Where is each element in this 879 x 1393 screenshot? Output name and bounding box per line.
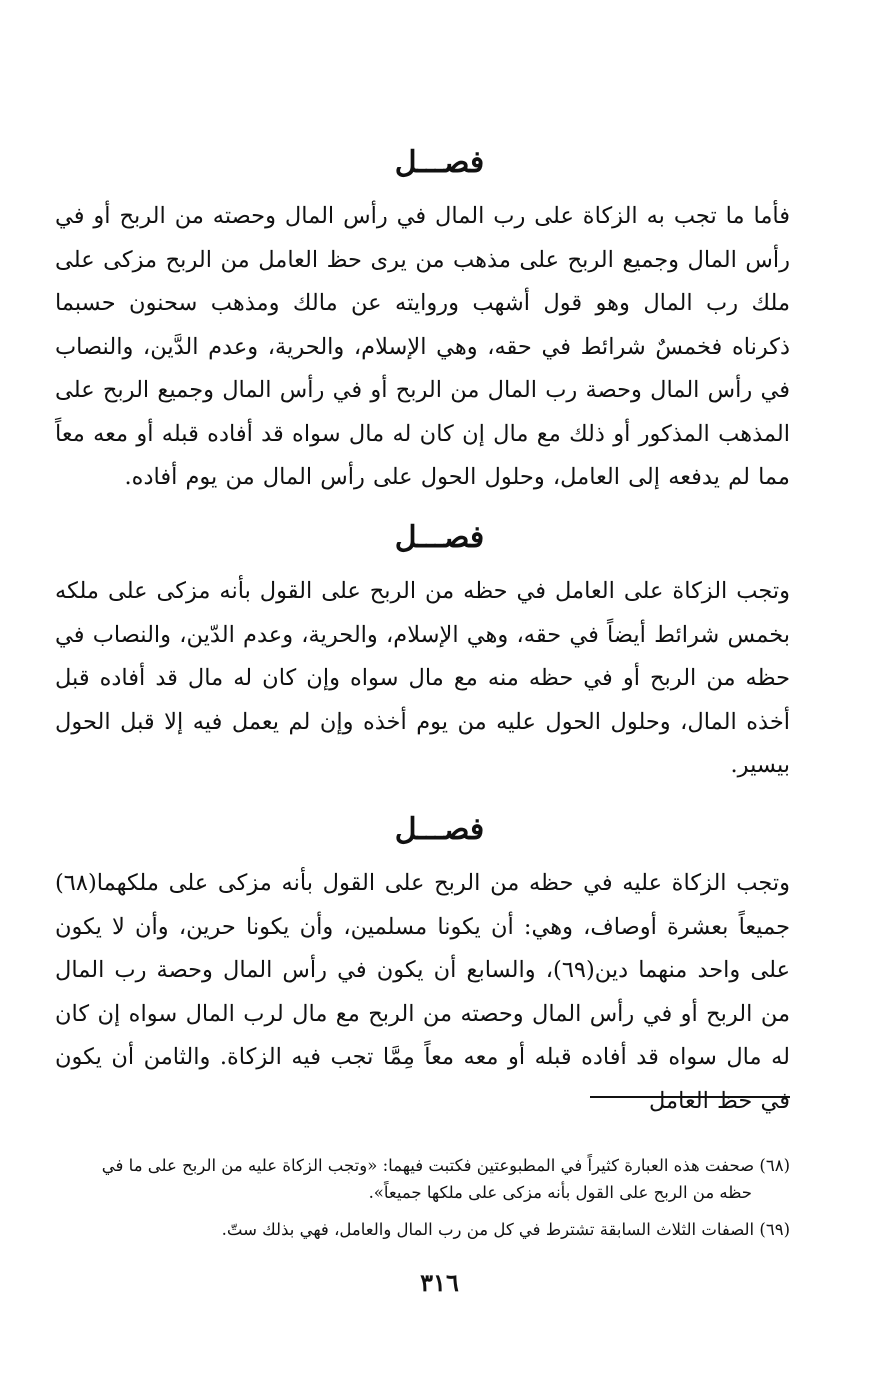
footnote-69 bbox=[65, 1216, 790, 1243]
footnote-68 bbox=[65, 1152, 790, 1206]
section-paragraph: فأما ما تجب به الزكاة على رب المال في رأس المال وحصته من الربح أو في رأس المال وجميع الربح على مذهب من يرى حظ العامل من الربح مزكى على ملك رب المال وهو قول أشهب وروايته عن مالك ومذهب سحنون حسبما ذكرناه فخمسٌ شرائط في حقه، وهي الإسلام، والحرية، وعدم الدَّين، والنصاب في رأس المال وحصة رب المال من الربح أو في رأس المال وجميع الربح على المذهب المذكور أو ذلك مع مال إن كان له مال سواه قد أفاده قبله أو معه معاً مما لم يدفعه إلى العامل، وحلول الحول على رأس المال من يوم أفاده. bbox=[55, 203, 790, 490]
page-number: ٣١٦ bbox=[420, 1268, 459, 1297]
section-paragraph: وتجب الزكاة على العامل في حظه من الربح على القول بأنه مزكى على ملكه بخمس شرائط أيضاً في حقه، وهي الإسلام، والحرية، وعدم الدّين، والنصاب في حظه من الربح أو في حظه منه مع مال سواه وإن كان له مال قد أفاده قبل أخذه المال، وحلول الحول عليه من يوم أخذه وإن لم يعمل فيه إلا قبل الحول بيسير. bbox=[55, 578, 790, 778]
footnote-68-line-2: حظه من الربح على القول بأنه مزكى على ملكها جميعاً». bbox=[368, 1183, 752, 1202]
section-heading: فصـــل bbox=[394, 520, 485, 555]
footnote-69-line-1: (٦٩) الصفات الثلاث السابقة تشترط في كل من رب المال والعامل، فهي بذلك ستّ. bbox=[221, 1220, 790, 1239]
section-heading: فصـــل bbox=[394, 145, 485, 180]
section-heading: فصـــل bbox=[394, 812, 485, 847]
footnote-68-line-1: (٦٨) صحفت هذه العبارة كثيراً في المطبوعتين فكتبت فيهما: «وتجب الزكاة عليه من الربح على ما في bbox=[101, 1156, 790, 1175]
section-paragraph: وتجب الزكاة عليه في حظه من الربح على القول بأنه مزكى على ملكهما(٦٨) جميعاً بعشرة أوصاف، وهي: أن يكونا مسلمين، وأن يكونا حرين، وأن لا يكون على واحد منهما دين(٦٩)، والسابع أن يكون في رأس المال وحصة رب المال من الربح أو في رأس المال وحصته من الربح مع مال لرب المال سواه إن كان له مال سواه قد أفاده قبله أو معه معاً مِمَّا تجب فيه الزكاة. والثامن أن يكون في حظ العامل bbox=[55, 870, 791, 1114]
footnote-separator bbox=[590, 1096, 790, 1098]
